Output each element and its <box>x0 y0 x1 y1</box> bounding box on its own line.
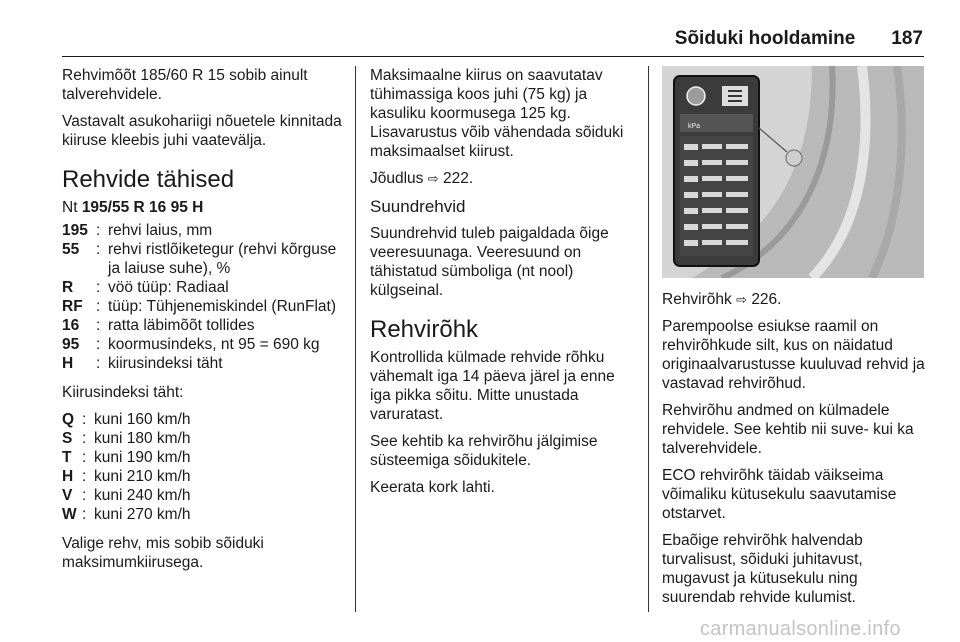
paragraph: Rehvirõhu andmed on külmadele rehvidele. See kehtib nii suve- kui ka talverehvidele. <box>662 402 914 457</box>
section-heading: Rehvirõhk <box>370 316 479 343</box>
separator: : <box>96 355 101 372</box>
separator: : <box>82 411 87 428</box>
speed-code-list <box>62 410 342 524</box>
tyre-pressure-label-figure <box>662 66 924 278</box>
code-key: V <box>62 487 73 504</box>
code-value: kuni 210 km/h <box>94 468 191 485</box>
code-value: vöö tüüp: Radiaal <box>108 279 229 296</box>
column-middle <box>370 66 635 505</box>
paragraph: Kontrollida külmade rehvide rõhku vähemalt iga 14 päeva järel ja enne iga pikka sõitu. Mitte unustada varuratast. <box>370 349 615 423</box>
paragraph: Parempoolse esiukse raamil on rehvirõhkude silt, kus on näidatud originaalvarustusse kuuluvad rehvid ja vastavad rehvirõhud. <box>662 318 925 392</box>
code-value: kuni 270 km/h <box>94 506 191 523</box>
cross-reference[interactable] <box>370 169 635 188</box>
code-key: H <box>62 355 74 372</box>
column-right <box>662 66 932 615</box>
paragraph: See kehtib ka rehvirõhu jälgimise süsteemiga sõidukitele. <box>370 433 598 469</box>
separator: : <box>82 506 87 523</box>
subsection-heading: Suundrehvid <box>370 197 466 216</box>
code-key: S <box>62 430 73 447</box>
paragraph: ECO rehvirõhk täidab väikseima võimaliku kütusekulu saavutamise otstarvet. <box>662 467 897 522</box>
section-title: Sõiduki hooldamine <box>674 28 856 49</box>
code-key: R <box>62 279 74 296</box>
separator: : <box>96 222 101 239</box>
example-prefix: Nt <box>62 199 82 216</box>
column-divider <box>355 66 356 612</box>
code-value: kuni 160 km/h <box>94 411 191 428</box>
code-key: 195 <box>62 222 88 239</box>
code-key: 16 <box>62 317 80 334</box>
code-key: H <box>62 468 74 485</box>
code-key: RF <box>62 298 83 315</box>
code-key: W <box>62 506 77 523</box>
arrow-icon: ⇨ <box>736 292 747 307</box>
reference-label: Jõudlus <box>370 170 424 187</box>
watermark: carmanualsonline.info <box>700 618 901 640</box>
paragraph: Keerata kork lahti. <box>370 479 495 496</box>
paragraph: Valige rehv, mis sobib sõiduki maksimumkiirusega. <box>62 535 264 571</box>
example-code: 195/55 R 16 95 H <box>81 199 204 216</box>
separator: : <box>96 317 101 334</box>
separator: : <box>82 449 87 466</box>
code-value: ratta läbimõõt tollides <box>108 317 255 334</box>
page-number: 187 <box>891 28 923 49</box>
paragraph: Vastavalt asukohariigi nõuetele kinnitada kiiruse kleebis juhi vaatevälja. <box>62 113 342 149</box>
reference-page: 226. <box>751 291 782 308</box>
code-value: kuni 190 km/h <box>94 449 191 466</box>
code-key: T <box>62 449 72 466</box>
example-line <box>62 198 342 217</box>
paragraph: Maksimaalne kiirus on saavutatav tühimassiga koos juhi (75 kg) ja kasuliku koormusega 125 kg. Lisavarustus võib vähendada sõiduki maksimaalset kiirust. <box>370 67 624 160</box>
arrow-icon: ⇨ <box>427 171 439 186</box>
separator: : <box>96 298 101 315</box>
code-value: kuni 180 km/h <box>94 430 191 447</box>
paragraph: Ebaõige rehvirõhk halvendab turvalisust, sõiduki juhitavust, mugavust ja kütusekulu ning suurendab rehvide kulumist. <box>662 532 863 606</box>
speed-intro: Kiirusindeksi täht: <box>62 384 184 401</box>
page-header <box>0 28 923 50</box>
code-value: tüüp: Tühjenemiskindel (RunFlat) <box>108 298 337 315</box>
paragraph: Suundrehvid tuleb paigaldada õige veeresuunaga. Veeresuund on tähistatud sümboliga (nt nool) külgseinal. <box>370 225 609 299</box>
reference-label: Rehvirõhk <box>662 291 732 308</box>
column-divider <box>648 66 649 612</box>
separator: : <box>96 279 101 296</box>
header-rule <box>62 56 924 57</box>
section-heading: Rehvide tähised <box>62 166 235 193</box>
code-value: kuni 240 km/h <box>94 487 191 504</box>
separator: : <box>96 241 101 258</box>
separator: : <box>96 336 101 353</box>
separator: : <box>82 430 87 447</box>
door-frame-illustration <box>662 66 924 278</box>
column-left <box>62 66 342 580</box>
separator: : <box>82 487 87 504</box>
figure-kpa-text: kPa <box>688 123 701 130</box>
code-key: 95 <box>62 336 80 353</box>
code-value: rehvi laius, mm <box>108 222 213 239</box>
code-key: 55 <box>62 241 80 258</box>
code-value: rehvi ristlõiketegur (rehvi kõrguse ja laiuse suhe), % <box>108 241 337 277</box>
code-value: koormusindeks, nt 95 = 690 kg <box>108 336 320 353</box>
separator: : <box>82 468 87 485</box>
reference-page: 222. <box>442 170 474 187</box>
paragraph: Rehvimõõt 185/60 R 15 sobib ainult talverehvidele. <box>62 67 308 103</box>
code-value: kiirusindeksi täht <box>108 355 223 372</box>
code-key: Q <box>62 411 75 428</box>
cross-reference[interactable] <box>662 290 932 309</box>
tyre-code-list <box>62 221 342 373</box>
